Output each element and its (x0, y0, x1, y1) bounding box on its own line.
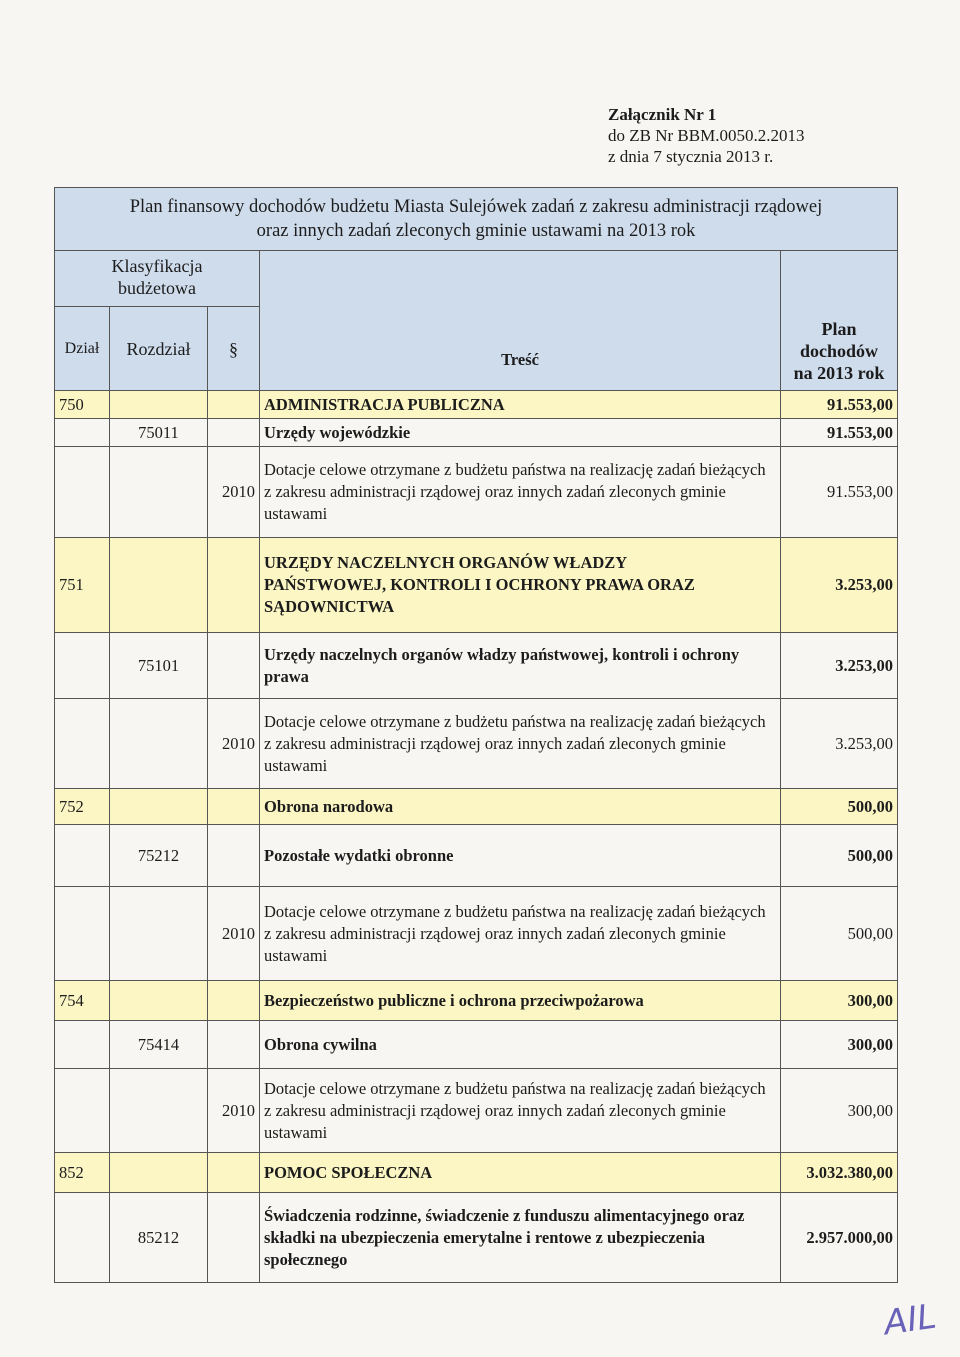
paragraf-cell: 2010 (208, 699, 260, 789)
rozdzial-cell: 75212 (110, 825, 208, 887)
tresc-cell: POMOC SPOŁECZNA (260, 1153, 781, 1193)
dzial-cell (55, 825, 110, 887)
dzial-cell: 754 (55, 981, 110, 1021)
header-paragraf: § (208, 307, 260, 391)
tresc-cell: Dotacje celowe otrzymane z budżetu państwa na realizację zadań bieżących z zakresu administracji rządowej oraz innych zadań zleconych gminie ustawami (260, 1069, 781, 1153)
table-row (55, 887, 898, 981)
rozdzial-cell (110, 1069, 208, 1153)
paragraf-cell (208, 419, 260, 447)
amount-cell: 3.253,00 (781, 538, 898, 633)
amount-cell: 500,00 (781, 887, 898, 981)
amount-cell: 300,00 (781, 1021, 898, 1069)
dzial-cell: 852 (55, 1153, 110, 1193)
rozdzial-cell (110, 447, 208, 538)
tresc-cell: Obrona cywilna (260, 1021, 781, 1069)
table-row (55, 538, 898, 633)
header-dzial: Dział (55, 307, 110, 391)
dzial-cell (55, 419, 110, 447)
tresc-cell: Dotacje celowe otrzymane z budżetu państwa na realizację zadań bieżących z zakresu administracji rządowej oraz innych zadań zleconych gminie ustawami (260, 887, 781, 981)
amount-cell: 91.553,00 (781, 419, 898, 447)
tresc-cell: Obrona narodowa (260, 789, 781, 825)
table-row (55, 981, 898, 1021)
attachment-note (608, 104, 804, 167)
classification-line1: Klasyfikacja (111, 256, 203, 276)
table-row (55, 391, 898, 419)
amount-cell: 3.032.380,00 (781, 1153, 898, 1193)
amount-cell: 300,00 (781, 1069, 898, 1153)
paragraf-cell (208, 1153, 260, 1193)
rozdzial-cell (110, 1153, 208, 1193)
header-plan-line3: na 2013 rok (793, 363, 885, 383)
paragraf-cell (208, 538, 260, 633)
tresc-cell: Dotacje celowe otrzymane z budżetu państwa na realizację zadań bieżących z zakresu administracji rządowej oraz innych zadań zleconych gminie ustawami (260, 447, 781, 538)
attachment-date: z dnia 7 stycznia 2013 r. (608, 147, 774, 166)
table-title-line2: oraz innych zadań zleconych gminie ustawami na 2013 rok (256, 221, 696, 241)
paragraf-cell: 2010 (208, 447, 260, 538)
amount-cell: 500,00 (781, 789, 898, 825)
header-plan-line1: Plan (821, 319, 857, 339)
attachment-reference: do ZB Nr BBM.0050.2.2013 (608, 126, 805, 145)
header-rozdzial: Rozdział (110, 307, 208, 391)
dzial-cell (55, 633, 110, 699)
dzial-cell (55, 1069, 110, 1153)
rozdzial-cell (110, 887, 208, 981)
header-plan-line2: dochodów (800, 341, 879, 361)
rozdzial-cell: 75011 (110, 419, 208, 447)
table-row (55, 789, 898, 825)
table-row (55, 699, 898, 789)
table-row (55, 633, 898, 699)
table-title-line1: Plan finansowy dochodów budżetu Miasta Sulejówek zadań z zakresu administracji rządowej (129, 197, 823, 217)
header-tresc: Treść (260, 251, 781, 391)
amount-cell: 91.553,00 (781, 391, 898, 419)
table-row (55, 1153, 898, 1193)
table-row (55, 447, 898, 538)
budget-plan-table (54, 187, 898, 1283)
tresc-cell: Urzędy naczelnych organów władzy państwowej, kontroli i ochrony prawa (260, 633, 781, 699)
tresc-cell: Świadczenia rodzinne, świadczenie z funduszu alimentacyjnego oraz składki na ubezpieczenia emerytalne i rentowe z ubezpieczenia społecznego (260, 1193, 781, 1283)
handwritten-signature: AIL (881, 1296, 939, 1344)
dzial-cell (55, 1021, 110, 1069)
table-row (55, 825, 898, 887)
table-row (55, 419, 898, 447)
tresc-cell: Dotacje celowe otrzymane z budżetu państwa na realizację zadań bieżących z zakresu administracji rządowej oraz innych zadań zleconych gminie ustawami (260, 699, 781, 789)
table-row (55, 1069, 898, 1153)
tresc-cell: URZĘDY NACZELNYCH ORGANÓW WŁADZY PAŃSTWOWEJ, KONTROLI I OCHRONY PRAWA ORAZ SĄDOWNICTWA (260, 538, 781, 633)
paragraf-cell (208, 1193, 260, 1283)
classification-row (55, 251, 898, 307)
dzial-cell: 750 (55, 391, 110, 419)
amount-cell: 91.553,00 (781, 447, 898, 538)
rozdzial-cell: 75101 (110, 633, 208, 699)
rozdzial-cell (110, 391, 208, 419)
paragraf-cell (208, 391, 260, 419)
table-row (55, 1193, 898, 1283)
attachment-title: Załącznik Nr 1 (608, 105, 717, 124)
rozdzial-cell (110, 699, 208, 789)
paragraf-cell (208, 1021, 260, 1069)
dzial-cell (55, 699, 110, 789)
table-title-row (55, 188, 898, 251)
rozdzial-cell (110, 538, 208, 633)
tresc-cell: Pozostałe wydatki obronne (260, 825, 781, 887)
amount-cell: 500,00 (781, 825, 898, 887)
header-plan (781, 251, 898, 391)
paragraf-cell: 2010 (208, 1069, 260, 1153)
tresc-cell: Urzędy wojewódzkie (260, 419, 781, 447)
tresc-cell: Bezpieczeństwo publiczne i ochrona przeciwpożarowa (260, 981, 781, 1021)
paragraf-cell (208, 789, 260, 825)
paragraf-cell: 2010 (208, 887, 260, 981)
dzial-cell: 751 (55, 538, 110, 633)
paragraf-cell (208, 981, 260, 1021)
dzial-cell (55, 1193, 110, 1283)
amount-cell: 3.253,00 (781, 699, 898, 789)
table-title (55, 188, 898, 251)
rozdzial-cell: 85212 (110, 1193, 208, 1283)
dzial-cell: 752 (55, 789, 110, 825)
paragraf-cell (208, 825, 260, 887)
classification-header (55, 251, 260, 307)
rozdzial-cell (110, 789, 208, 825)
amount-cell: 300,00 (781, 981, 898, 1021)
paragraf-cell (208, 633, 260, 699)
amount-cell: 3.253,00 (781, 633, 898, 699)
dzial-cell (55, 447, 110, 538)
amount-cell: 2.957.000,00 (781, 1193, 898, 1283)
table-row (55, 1021, 898, 1069)
dzial-cell (55, 887, 110, 981)
rozdzial-cell (110, 981, 208, 1021)
rozdzial-cell: 75414 (110, 1021, 208, 1069)
tresc-cell: ADMINISTRACJA PUBLICZNA (260, 391, 781, 419)
classification-line2: budżetowa (118, 278, 196, 298)
